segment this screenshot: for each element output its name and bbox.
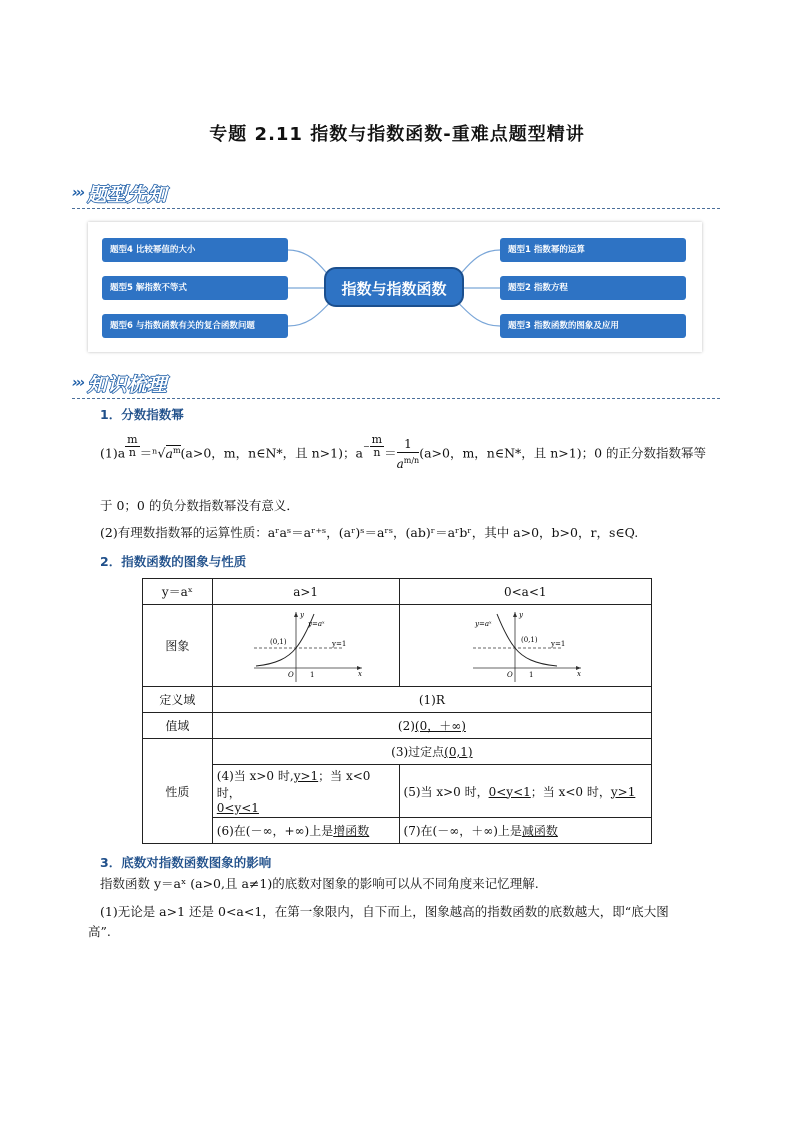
- section-banner-knowledge: [72, 368, 167, 398]
- text: (a>0，m，n∈N*，且 n>1)；a: [180, 445, 363, 461]
- table-header: a>1: [212, 579, 399, 605]
- graph-label: y=1: [551, 639, 566, 648]
- graph-label: y=aˣ: [475, 619, 492, 628]
- monotonic-decreasing: [399, 818, 651, 844]
- domain-value: (1)R: [212, 687, 651, 713]
- paragraph: 指数函数 y＝aˣ (a>0,且 a≠1)的底数对图象的影响可以从不同角度来记忆理解.: [100, 876, 539, 891]
- text: (a>0，m，n∈N*，且 n>1)；0 的正分数指数幂等: [419, 445, 707, 461]
- answer: 增函数: [333, 824, 370, 838]
- graph-label: (0,1): [269, 637, 287, 646]
- radical-icon: $^n√a^m$: [152, 445, 181, 461]
- properties-table: [142, 578, 652, 844]
- text: ；当 x<0 时，: [530, 784, 611, 799]
- exp-decreasing-graph: [465, 608, 585, 684]
- graph-label: 1: [309, 670, 315, 679]
- table-header: y＝aˣ: [143, 579, 213, 605]
- arrows-icon: ›››: [72, 375, 84, 391]
- arrows-icon: ›››: [72, 185, 84, 201]
- formula-line: (1)a $^{\frac{m}{n}}=^n√a^m(a>0$，m，n∈N*，且 n>1)；$a^{- \frac{m}{n}}=$ $\frac{1}{a^{m/n}}(a>0$，m，n∈N*，且 n>1)；0 的正分数指数幂等: [100, 433, 707, 471]
- text: (3)过定点: [391, 745, 445, 759]
- text: (2): [397, 719, 415, 733]
- text: ＝: [139, 445, 153, 461]
- mindmap-node-right-3: 题型3 指数函数的图象及应用: [500, 314, 686, 338]
- text: (6)在(－∞，+∞)上是: [216, 824, 334, 838]
- table-header: 0<a<1: [399, 579, 651, 605]
- mindmap-node-left-3: 题型6 与指数函数有关的复合函数问题: [102, 314, 288, 338]
- row-label: 图象: [143, 605, 213, 687]
- prop-decreasing: [399, 765, 651, 818]
- range-cell: [212, 713, 651, 739]
- paragraph: (2)有理数指数幂的运算性质：aʳaˢ＝aʳ⁺ˢ，(aʳ)ˢ＝aʳˢ，(ab)ʳ＝aʳbʳ，其中 a>0，b>0，r，s∈Q.: [100, 525, 639, 540]
- section-heading-1: 1．分数指数幂: [100, 407, 184, 422]
- paragraph: 于 0；0 的负分数指数幂没有意义．: [100, 498, 299, 513]
- graph-label: O: [507, 670, 513, 679]
- mindmap: [88, 222, 702, 352]
- graph-label: y=1: [331, 639, 346, 648]
- mindmap-node-right-2: 题型2 指数方程: [500, 276, 686, 300]
- graph-label: O: [287, 670, 294, 679]
- fraction: $\frac{1}{a^{m/n}}$: [396, 436, 420, 471]
- graph-label: y: [299, 610, 304, 619]
- mindmap-node-left-2: 题型5 解指数不等式: [102, 276, 288, 300]
- row-label: 性质: [143, 739, 213, 844]
- mindmap-node-right-1: 题型1 指数幂的运算: [500, 238, 686, 262]
- monotonic-increasing: [212, 818, 399, 844]
- divider: [72, 398, 720, 399]
- text: (4)当 x>0 时,: [216, 769, 294, 783]
- paragraph: (1)无论是 a>1 还是 0<a<1，在第一象限内，自下而上，图象越高的指数函数的底数越大，即“底大图: [100, 904, 669, 919]
- section-banner-preview: [72, 178, 167, 208]
- text: (7)在(－∞，＋∞)上是: [403, 824, 522, 838]
- graph-decreasing: [399, 605, 651, 687]
- text: (5)当 x>0 时，: [403, 784, 489, 799]
- fixed-point-cell: [212, 739, 651, 765]
- row-label: 值域: [143, 713, 213, 739]
- mindmap-center: 指数与指数函数: [324, 267, 464, 307]
- section-heading-2: 2．指数函数的图象与性质: [100, 554, 247, 569]
- range-value: (0，＋∞): [414, 719, 466, 733]
- answer: 减函数: [521, 824, 558, 838]
- paragraph: 高”.: [88, 924, 111, 939]
- graph-label: x: [357, 669, 362, 678]
- section-heading-3: 3．底数对指数函数图象的影响: [100, 855, 272, 870]
- answer: 0<y<1: [216, 801, 259, 815]
- text: ；当 x<0 时，: [216, 769, 371, 800]
- page-title: 专题 2.11 指数与指数函数-重难点题型精讲: [209, 124, 585, 145]
- banner-title: 题型先知: [87, 183, 168, 206]
- graph-label: 1: [529, 670, 534, 679]
- graph-label: y=aˣ: [307, 619, 325, 628]
- exp-increasing-graph: [246, 608, 366, 684]
- row-label: 定义域: [143, 687, 213, 713]
- text: (1)a: [100, 445, 126, 461]
- answer: 0<y<1: [488, 784, 531, 799]
- fixed-point: (0,1): [444, 745, 473, 759]
- graph-increasing: [212, 605, 399, 687]
- graph-label: y: [519, 610, 524, 619]
- answer: y>1: [610, 784, 636, 799]
- answer: y>1: [293, 769, 319, 783]
- mindmap-node-left-1: 题型4 比较幂值的大小: [102, 238, 288, 262]
- graph-label: x: [577, 669, 582, 678]
- banner-title: 知识梳理: [87, 373, 168, 396]
- divider: [72, 208, 720, 209]
- prop-increasing: [212, 765, 399, 818]
- text: ＝: [384, 445, 397, 461]
- graph-label: (0,1): [521, 635, 538, 644]
